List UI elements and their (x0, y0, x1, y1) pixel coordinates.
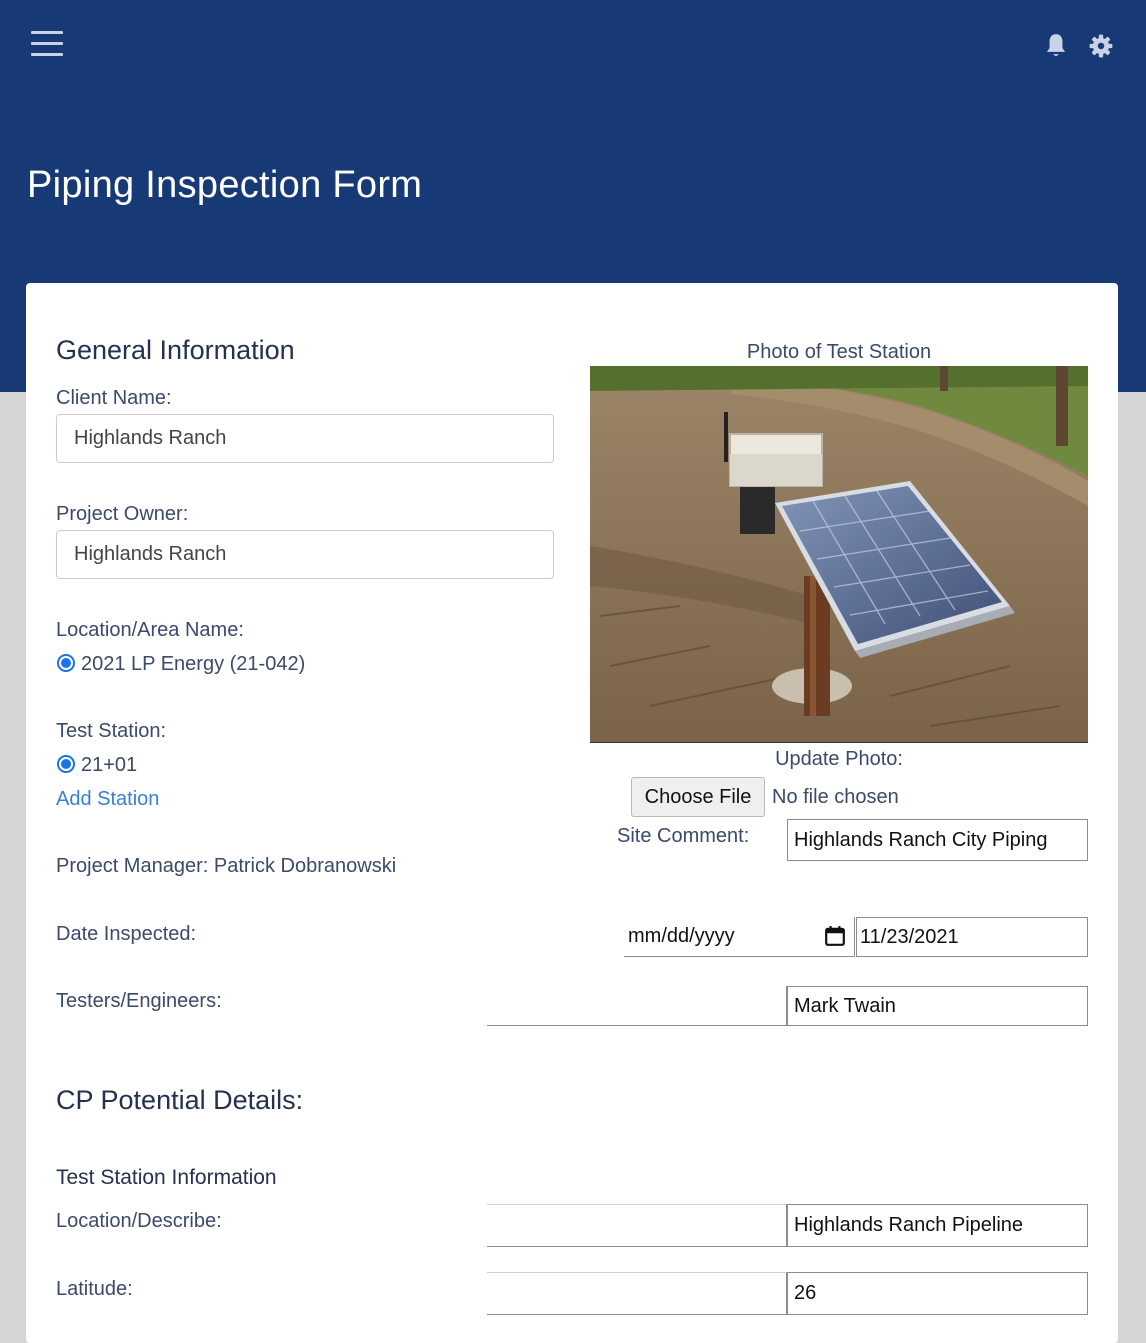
date-inspected-value[interactable]: 11/23/2021 (856, 917, 1088, 957)
menu-icon[interactable] (31, 31, 63, 57)
choose-file-button[interactable]: Choose File (631, 777, 765, 817)
testers-label: Testers/Engineers: (56, 990, 222, 1012)
test-station-photo (590, 366, 1088, 743)
site-comment-input[interactable]: Highlands Ranch City Piping (787, 819, 1088, 861)
date-picker-input[interactable] (624, 917, 855, 957)
date-picker-placeholder: mm/dd/yyyy (628, 925, 735, 947)
site-comment-label: Site Comment: (617, 825, 750, 847)
update-photo-label: Update Photo: (775, 748, 903, 770)
form-card (26, 283, 1118, 1343)
photo-image (590, 366, 1088, 742)
photo-title: Photo of Test Station (746, 341, 932, 363)
add-station-link[interactable]: Add Station (56, 788, 160, 810)
location-describe-empty-field[interactable] (487, 1204, 787, 1247)
project-manager-text: Project Manager: Patrick Dobranowski (56, 855, 397, 877)
location-describe-label: Location/Describe: (56, 1210, 222, 1232)
page-title: Piping Inspection Form (27, 164, 423, 206)
date-inspected-label: Date Inspected: (56, 923, 197, 945)
location-area-label: Location/Area Name: (56, 619, 244, 641)
general-info-heading: General Information (56, 335, 295, 365)
project-owner-input[interactable] (56, 530, 554, 579)
location-radio[interactable] (57, 654, 75, 672)
test-station-label: Test Station: (56, 720, 167, 742)
location-describe-input[interactable]: Highlands Ranch Pipeline (787, 1204, 1088, 1247)
bell-icon[interactable] (1043, 32, 1069, 60)
gear-icon[interactable] (1088, 32, 1114, 60)
test-station-radio[interactable] (57, 755, 75, 773)
cp-potential-heading: CP Potential Details: (56, 1085, 304, 1115)
latitude-input[interactable]: 26 (787, 1272, 1088, 1315)
client-name-input[interactable] (56, 414, 554, 463)
no-file-chosen-text: No file chosen (772, 786, 899, 808)
client-name-label: Client Name: (56, 387, 172, 409)
latitude-label: Latitude: (56, 1278, 133, 1300)
testers-value[interactable]: Mark Twain (787, 986, 1088, 1026)
location-option-label: 2021 LP Energy (21-042) (81, 653, 306, 675)
testers-empty-field[interactable] (487, 986, 787, 1026)
latitude-empty-field[interactable] (487, 1272, 787, 1315)
test-station-option-label: 21+01 (81, 754, 138, 776)
test-station-info-heading: Test Station Information (56, 1166, 277, 1189)
calendar-icon[interactable] (824, 925, 846, 947)
project-owner-label: Project Owner: (56, 503, 189, 525)
